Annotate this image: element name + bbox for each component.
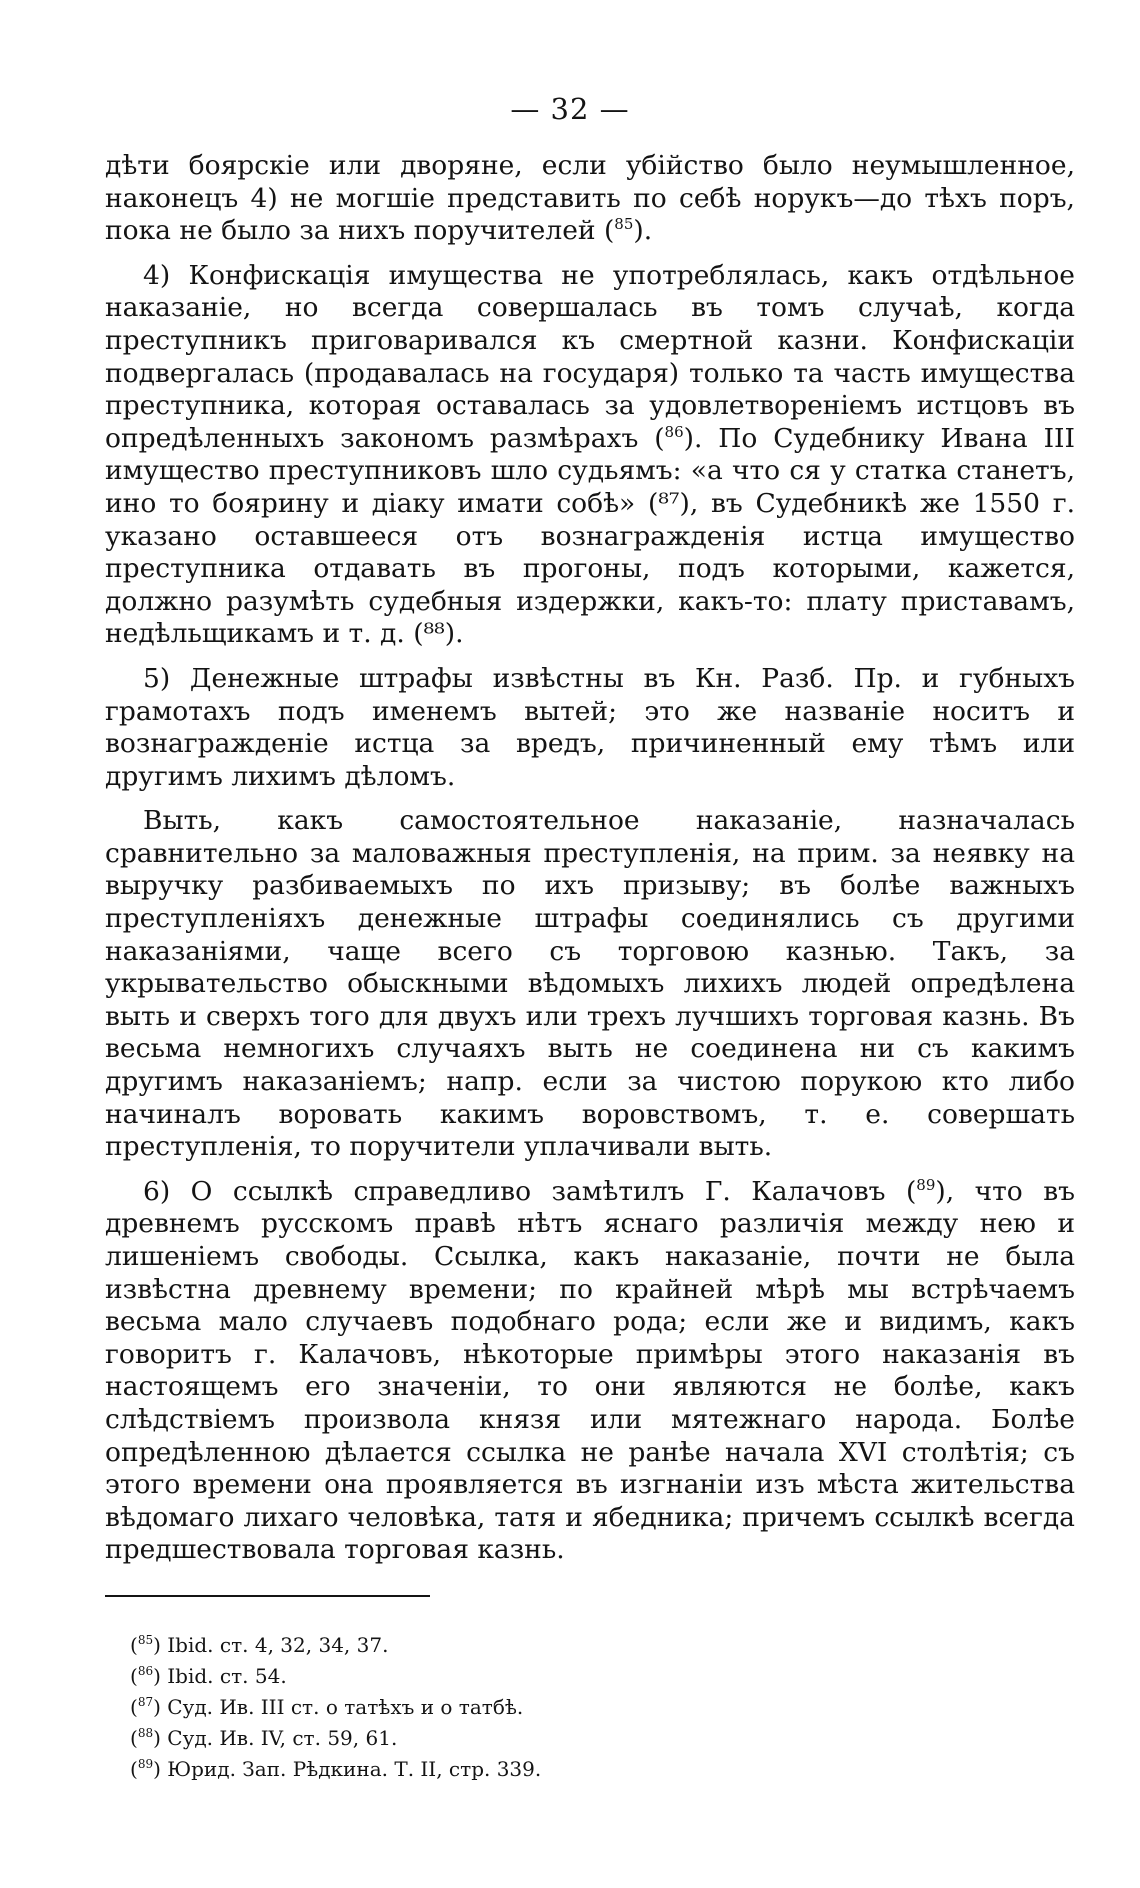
- paragraph-continuation: [105, 150, 1075, 248]
- paragraph-confiscation: [105, 260, 1075, 651]
- paragraph-text: 5) Денежные штрафы извѣстны въ Кн. Разб. Пр. и губныхъ грамотахъ подъ именемъ вытей; это же названіе носитъ и вознагражденіе истца за вредъ, причиненный ему тѣмъ или другимъ лихимъ дѣломъ.: [105, 662, 1075, 792]
- footnote-ref[interactable]: 86: [664, 422, 684, 441]
- footnote-text: Ibid. ст. 4, 32, 34, 37.: [167, 1633, 389, 1657]
- footnote-number: 85: [137, 1633, 154, 1647]
- footnote-ref[interactable]: 89: [916, 1175, 936, 1194]
- paragraph-text: 4) Конфискація имущества не употреблялась, какъ отдѣльное наказаніе, но всегда совершалась въ томъ случаѣ, когда преступникъ приговаривался къ смертной казни. Конфискаціи подвергалась (продавалась на государя) только та часть имущества преступника, которая оставалась за удовлетвореніемъ истцовъ въ опредѣленныхъ закономъ размѣрахъ (: [105, 259, 1075, 454]
- paragraph-tail: ), что въ древнемъ русскомъ правѣ нѣтъ яснаго различія между нею и лишеніемъ свободы. Ссылка, какъ наказаніе, почти не была извѣстна древнему времени; по крайней мѣрѣ мы встрѣчаемъ весьма мало случаевъ подобнаго рода; если же и видимъ, какъ говоритъ г. Калачовъ, нѣкоторые примѣры этого наказанія въ настоящемъ его значеніи, то они являются не болѣе, какъ слѣдствіемъ произвола князя или мятежнаго народа. Болѣе опредѣленною дѣлается ссылка не ранѣе начала XVI столѣтія; съ этого времени она проявляется въ изгнаніи изъ мѣста жительства вѣдомаго лихаго человѣка, татя и ябедника; причемъ ссылкѣ всегда предшествовала торговая казнь.: [105, 1175, 1075, 1566]
- footnotes: [130, 1630, 830, 1785]
- paragraph-text: дѣти боярскіе или дворяне, если убійство было неумышленное, наконецъ 4) не могшіе представить по себѣ норукъ—до тѣхъ поръ, пока не было за нихъ поручителей (: [105, 150, 1075, 247]
- footnote-text: Суд. Ив. III ст. о татѣхъ и о татбѣ.: [167, 1695, 524, 1719]
- footnote-item: ($^{85}$) Ibid. ст. 4, 32, 34, 37.: [130, 1633, 389, 1657]
- paragraph-vyt: [105, 805, 1075, 1164]
- footnote-divider: [105, 1595, 430, 1597]
- footnote-item: ($^{87}$) Суд. Ив. III ст. о татѣхъ и о татбѣ.: [130, 1695, 524, 1719]
- footnote-number: 87: [137, 1695, 154, 1709]
- page-number: — 32 —: [510, 92, 630, 126]
- paragraph-tail: ).: [633, 215, 653, 247]
- paragraph-text: 6) О ссылкѣ справедливо замѣтилъ Г. Калачовъ (: [143, 1175, 917, 1207]
- paragraph-text: Выть, какъ самостоятельное наказаніе, назначалась сравнительно за маловажныя преступленія, на прим. за неявку на выручку разбиваемыхъ по ихъ призыву; въ болѣе важныхъ преступленіяхъ денежные штрафы соединялись съ другими наказаніями, чаще всего съ торговою казнью. Такъ, за укрывательство обыскными вѣдомыхъ лихихъ людей опредѣлена выть и сверхъ того для двухъ или трехъ лучшихъ торговая казнь. Въ весьма немногихъ случаяхъ выть не соединена ни съ какимъ другимъ наказаніемъ; напр. если за чистою порукою кто либо начиналъ воровать какимъ воровствомъ, т. е. совершать преступленія, то поручители уплачивали выть.: [105, 805, 1075, 1163]
- footnote-ref[interactable]: 85: [614, 215, 634, 234]
- footnote-item: ($^{88}$) Суд. Ив. IV, ст. 59, 61.: [130, 1726, 398, 1750]
- footnote-text: Юрид. Зап. Рѣдкина. Т. II, стр. 339.: [167, 1757, 542, 1781]
- paragraph-fines: [105, 663, 1075, 793]
- footnote-text: Ibid. ст. 54.: [167, 1664, 287, 1688]
- footnote-item: ($^{89}$) Юрид. Зап. Рѣдкина. Т. II, стр. 339.: [130, 1757, 542, 1781]
- footnote-number: 86: [137, 1664, 154, 1678]
- paragraph-exile: [105, 1176, 1075, 1567]
- body-text: [105, 150, 1075, 1567]
- footnote-text: Суд. Ив. IV, ст. 59, 61.: [167, 1726, 398, 1750]
- paragraph-tail: ). По Судебнику Ивана III имущество преступниковъ шло судьямъ: «а что ся у статка станетъ, ино то боярину и діаку имати собѣ» (⁸⁷), въ Судебникѣ же 1550 г. указано оставшееся отъ вознагражденія истца имущество преступника отдавать въ прогоны, подъ которыми, кажется, должно разумѣть судебныя издержки, какъ-то: плату приставамъ, недѣльщикамъ и т. д. (⁸⁸).: [105, 422, 1075, 650]
- footnote-number: 88: [137, 1726, 154, 1740]
- footnote-number: 89: [137, 1757, 154, 1771]
- footnote-item: ($^{86}$) Ibid. ст. 54.: [130, 1664, 287, 1688]
